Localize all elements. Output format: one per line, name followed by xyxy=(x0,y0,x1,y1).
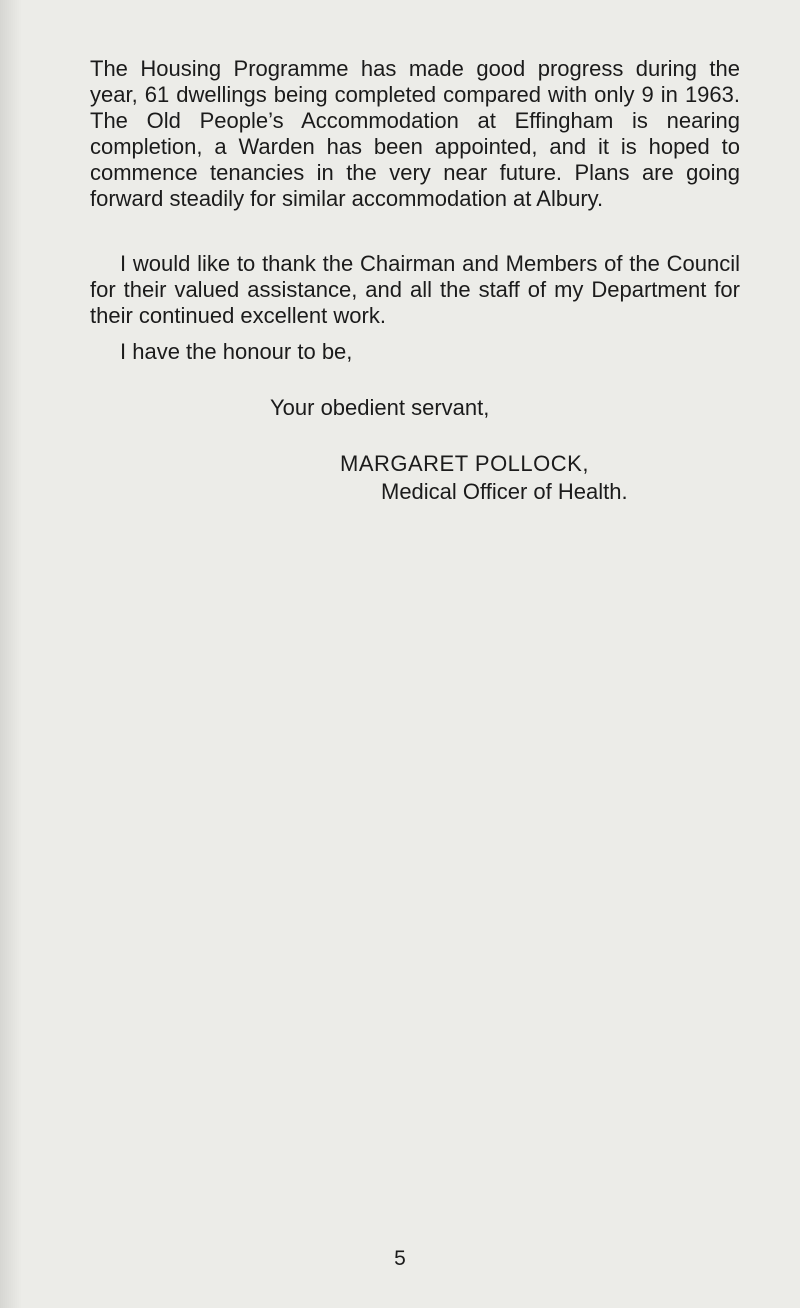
closing-line: I have the honour to be, xyxy=(120,339,353,364)
valediction: Your obedient servant, xyxy=(270,395,490,420)
signature-title: Medical Officer of Health. xyxy=(381,479,628,504)
page-number: 5 xyxy=(394,1247,406,1270)
paragraph-housing-programme: The Housing Programme has made good progress during the year, 61 dwellings being completed compared with only 9 in 1963. The Old People’s Accommodation at Effingham is nearing completion, a Warden has been appointed, and it is hoped to commence tenancies in the very near future. Plans are going forward steadily for similar accommodation at Albury. xyxy=(90,56,740,211)
paragraph-thanks: I would like to thank the Chairman and Members of the Council for their valued assistance, and all the staff of my Department for their continued excellent work. xyxy=(90,251,740,328)
signature-name: MARGARET POLLOCK, xyxy=(340,451,589,476)
page-edge-shadow xyxy=(0,0,22,1308)
